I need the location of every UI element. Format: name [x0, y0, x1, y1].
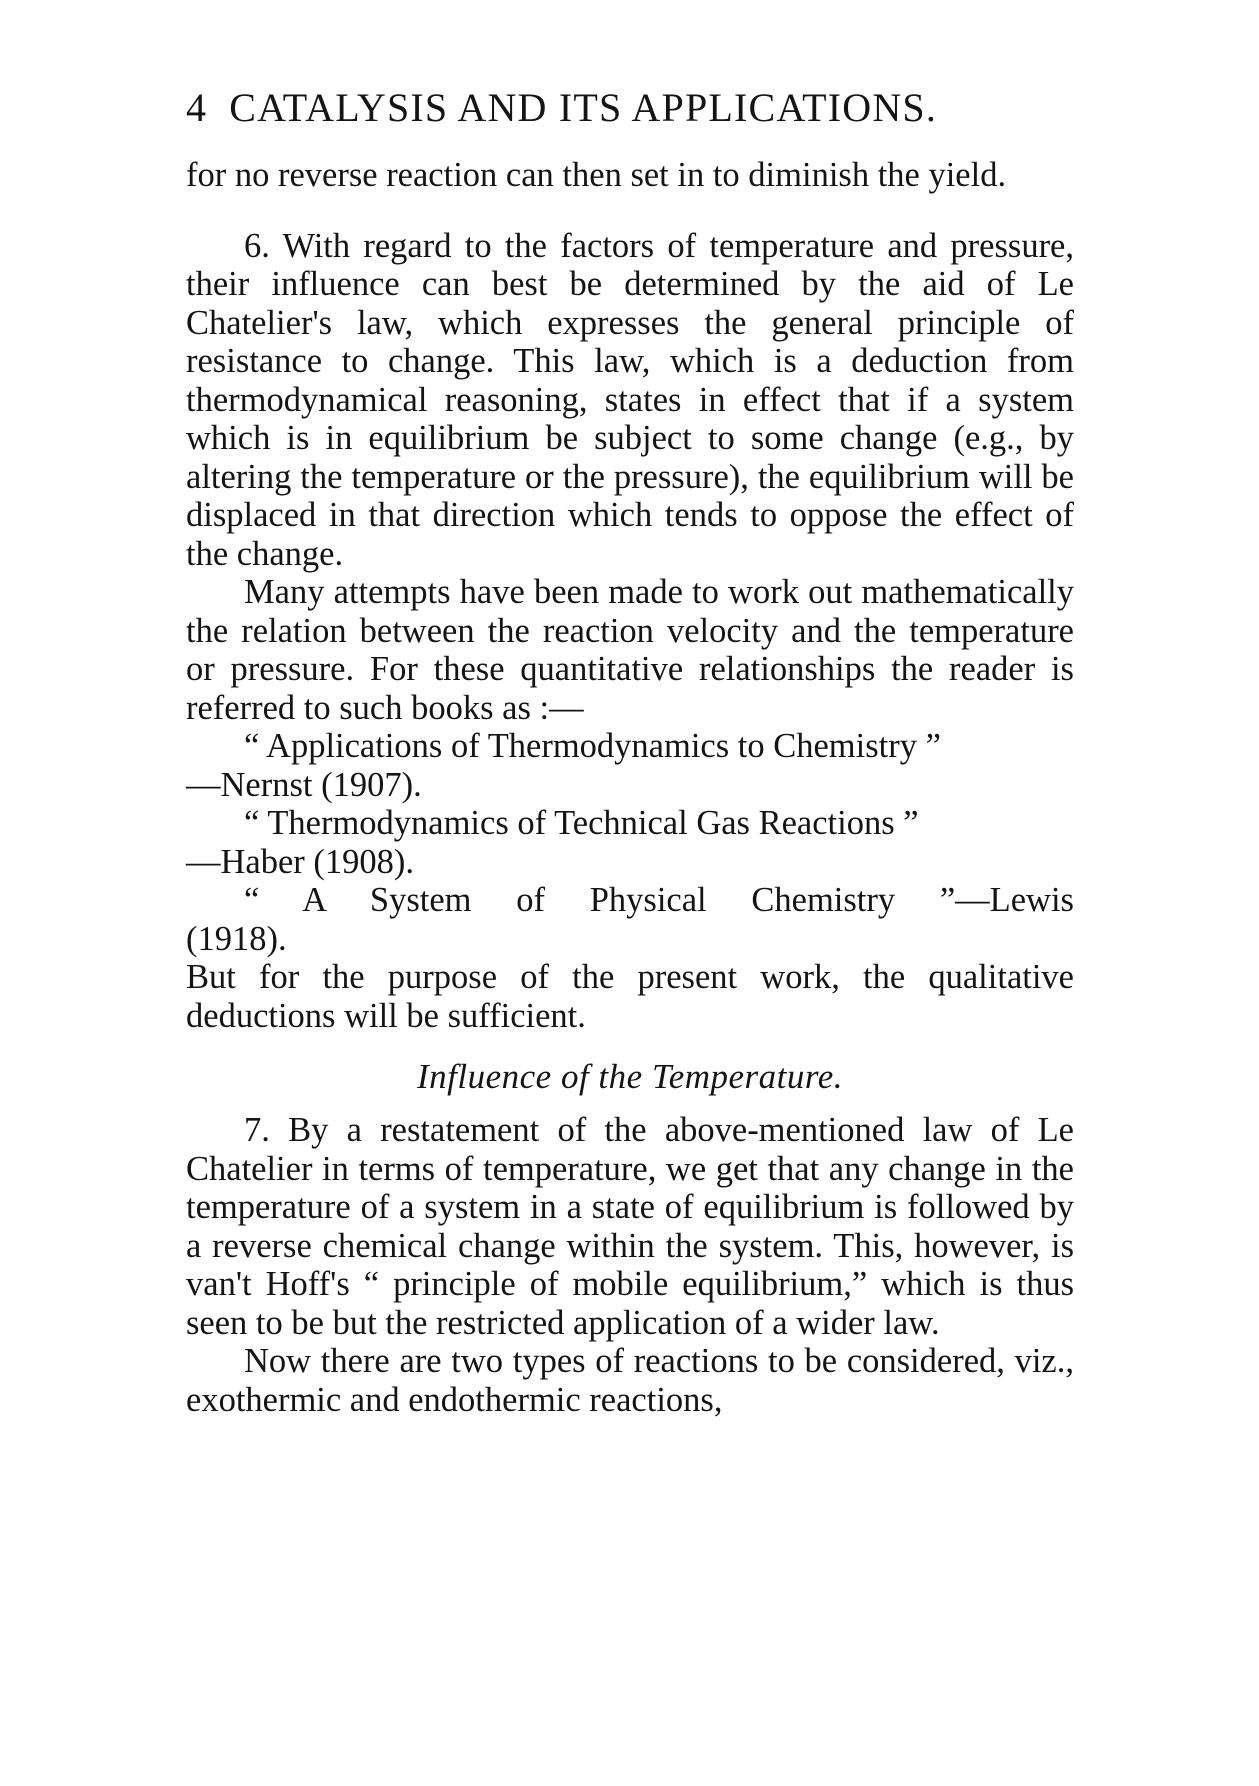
- reference-author: —Nernst (1907).: [186, 765, 422, 804]
- paragraph-attempts: Many attempts have been made to work out mathematically the relation between the reaction velocity and the temperature or pressure. For these quantitative relationships the reader is referred to such books as :—: [186, 573, 1074, 727]
- paragraph-purpose: But for the purpose of the present work, the qualitative deductions will be sufficient.: [186, 958, 1074, 1035]
- book-page: [186, 84, 1074, 1419]
- page-number: 4: [186, 85, 208, 130]
- running-title: CATALYSIS AND ITS APPLICATIONS.: [229, 85, 938, 130]
- reference-item: [186, 881, 1074, 958]
- reference-title: “ Applications of Thermodynamics to Chemistry ”: [244, 727, 941, 765]
- section-subheading: Influence of the Temperature.: [417, 1057, 843, 1096]
- reference-title: “ Thermodynamics of Technical Gas Reactions ”: [244, 804, 919, 842]
- paragraph-7: 7. By a restatement of the above-mentioned law of Le Chatelier in terms of temperature, we get that any change in the temperature of a system in a state of equilibrium is followed by a reverse chemical change within the system. This, however, is van't Hoff's “ principle of mobile equilibrium,” which is thus seen to be but the restricted application of a wider law.: [186, 1111, 1074, 1342]
- running-header: [186, 84, 1074, 132]
- reference-author: (1918).: [186, 919, 287, 958]
- paragraph-types: Now there are two types of reactions to be considered, viz., exothermic and endothermic reactions,: [186, 1342, 1074, 1419]
- reference-title: “ A System of Physical Chemistry ”—Lewis: [244, 881, 1074, 919]
- paragraph-6: 6. With regard to the factors of temperature and pressure, their influence can best be determined by the aid of Le Chatelier's law, which expresses the general principle of resistance to change. This law, which is a deduction from thermodynamical reasoning, states in effect that if a system which is in equilibrium be subject to some change (e.g., by altering the temperature or the pressure), the equilibrium will be displaced in that direction which tends to oppose the effect of the change.: [186, 226, 1074, 573]
- reference-item: [186, 727, 1074, 804]
- reference-item: [186, 804, 1074, 881]
- reference-author: —Haber (1908).: [186, 842, 415, 881]
- reference-list: [186, 727, 1074, 958]
- paragraph-continued: for no reverse reaction can then set in to diminish the yield.: [186, 156, 1007, 194]
